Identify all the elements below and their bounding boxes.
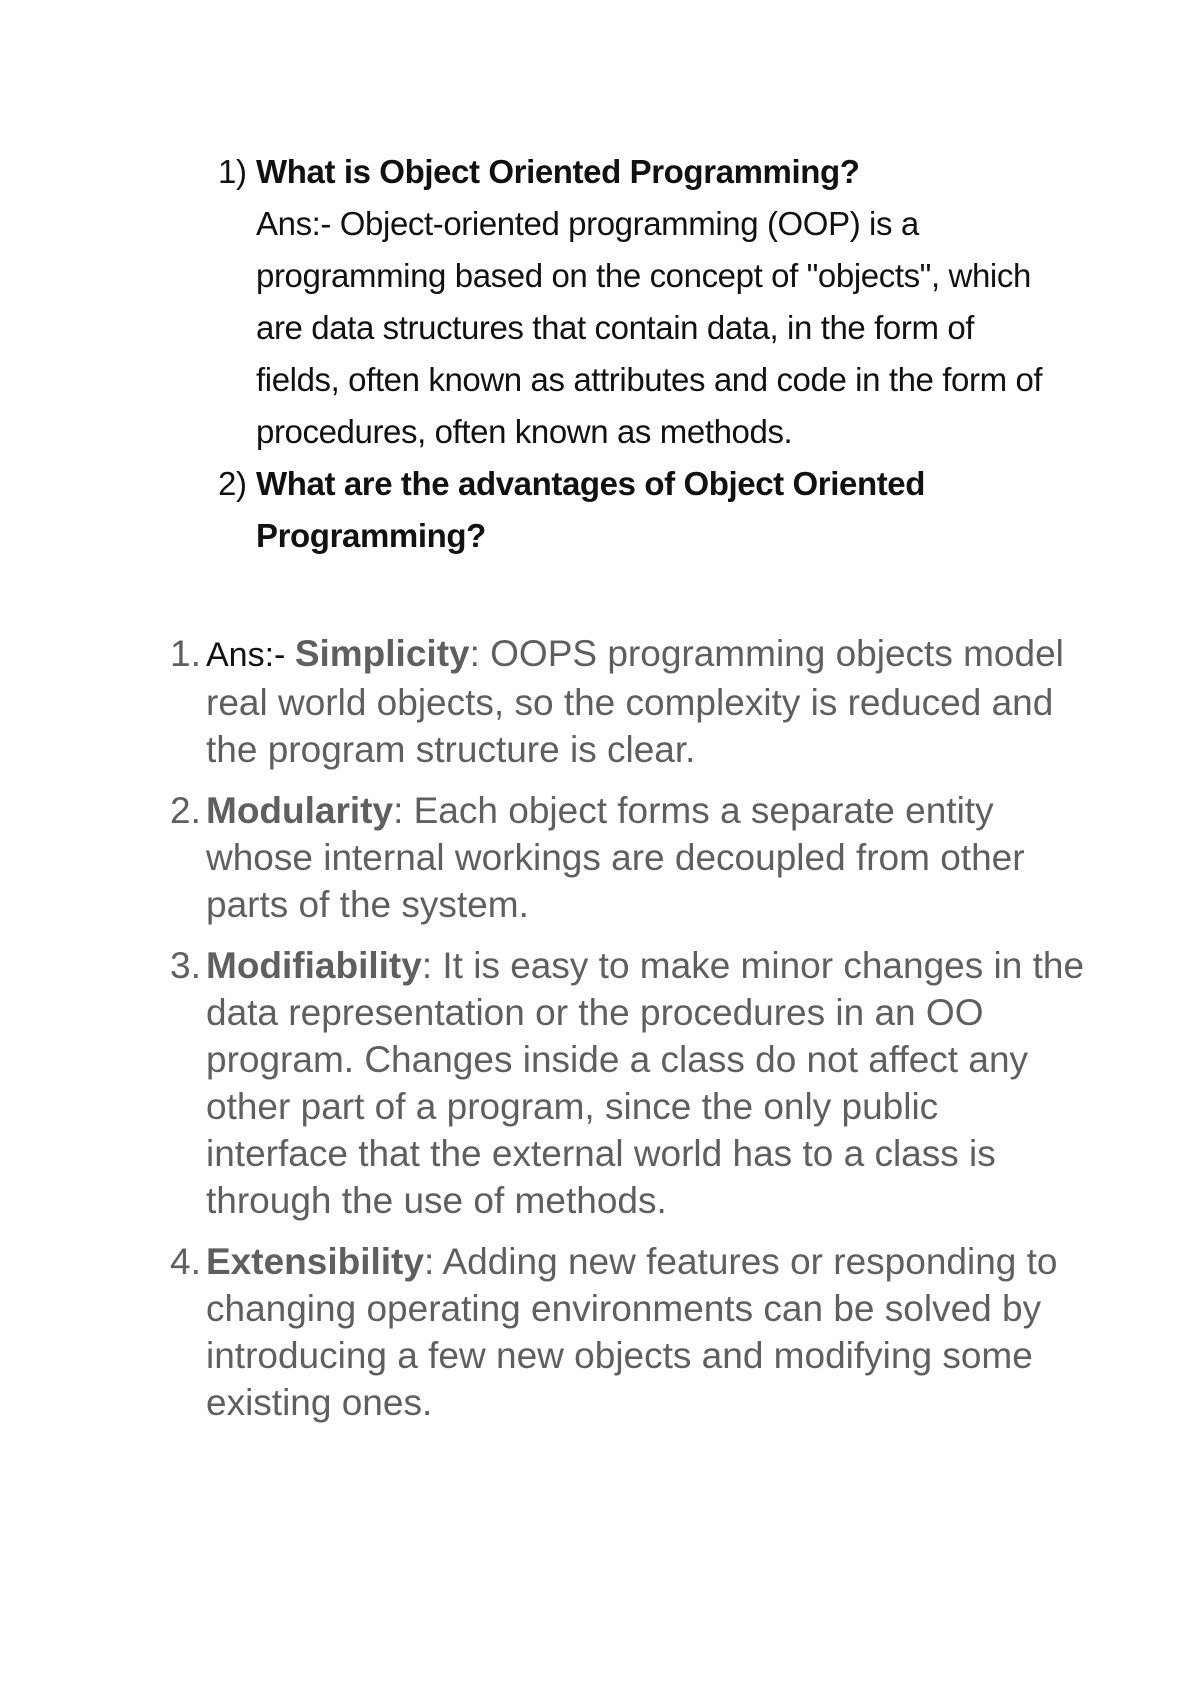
list-item (170, 630, 1090, 773)
list-item (170, 942, 1090, 1224)
question-2 (218, 458, 1078, 510)
question-2-number: 2) (218, 465, 247, 502)
questions-section (218, 146, 1078, 562)
advantage-text: : OOPS programming objects model real world objects, so the complexity is reduced and the program structure is clear. (206, 633, 1064, 770)
list-item (170, 1238, 1090, 1426)
question-1-answer: Ans:- Object-oriented programming (OOP) is a programming based on the concept of "objects", which are data structures that contain data, in the form of fields, often known as attributes and code in the form of procedures, often known as methods. (256, 205, 1043, 450)
list-item-number: 1. (170, 633, 201, 674)
question-2-cont (218, 510, 1078, 562)
question-1-title: What is Object Oriented Programming? (256, 153, 860, 190)
advantage-term: Extensibility (206, 1241, 424, 1282)
advantage-text: : Each object forms a separate entity whose internal workings are decoupled from other parts of the system. (206, 790, 1025, 925)
question-1 (218, 146, 1078, 198)
list-item (170, 787, 1090, 928)
question-1-number: 1) (218, 153, 247, 190)
advantage-term: Simplicity (294, 633, 470, 674)
advantage-term: Modularity (206, 790, 394, 831)
answer-lead: Ans:- (206, 636, 295, 674)
question-2-title-line2: Programming? (256, 517, 486, 554)
list-item-number: 3. (170, 945, 201, 986)
list-item-number: 2. (170, 790, 201, 831)
advantage-term: Modifiability (206, 945, 422, 986)
advantage-text: : It is easy to make minor changes in the data representation or the procedures in an OO program. Changes inside a class do not affect any other part of a program, since the only public interface that the external world has to a class is through the use of methods. (206, 945, 1085, 1221)
question-2-title-line1: What are the advantages of Object Oriented (256, 465, 926, 502)
list-item-number: 4. (170, 1241, 201, 1282)
advantages-list (170, 630, 1090, 1440)
advantage-text: : Adding new features or responding to changing operating environments can be solved by introducing a few new objects and modifying some existing ones. (206, 1241, 1058, 1423)
